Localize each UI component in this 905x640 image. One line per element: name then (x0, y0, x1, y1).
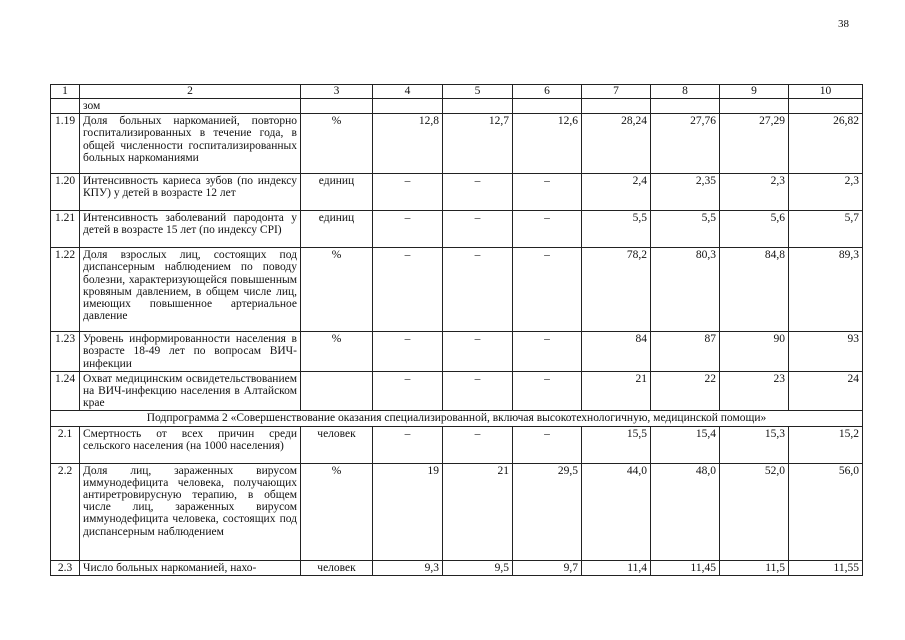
indicator-name: Охват медицинским освидетельствованием на ВИЧ-инфекцию населения в Алтайском крае (80, 371, 301, 411)
value-cell: 11,45 (651, 560, 720, 575)
value-cell: – (443, 426, 513, 463)
unit-cell: единиц (301, 174, 373, 211)
unit-cell (301, 371, 373, 411)
value-cell: – (443, 174, 513, 211)
unit-cell: % (301, 463, 373, 560)
value-cell: – (443, 211, 513, 248)
value-cell: – (513, 426, 582, 463)
unit-cell: человек (301, 560, 373, 575)
value-cell: 44,0 (582, 463, 651, 560)
table-row (51, 211, 863, 248)
header-cell: 3 (301, 85, 373, 99)
indicator-name: Доля взрослых лиц, состоящих под диспансерным наблюдением по поводу болезни, характеризующейся повышенным кровяным давлением, в общем числе лиц, имеющих повышенное артериальное давление (80, 248, 301, 332)
indicator-name: Смертность от всех причин среди сельского населения (на 1000 населения) (80, 426, 301, 463)
header-cell: 2 (80, 85, 301, 99)
header-row (51, 85, 863, 99)
value-cell: – (513, 211, 582, 248)
table-row (51, 114, 863, 174)
indicator-name: Доля лиц, зараженных вирусом иммунодефицита человека, получающих антиретровирусную терапию, в общем числе лиц, зараженных вирусом иммунодефицита человека, состоящих под диспансерным наблюдением (80, 463, 301, 560)
value-cell: – (373, 426, 443, 463)
header-cell: 6 (513, 85, 582, 99)
value-cell: 21 (443, 463, 513, 560)
value-cell: 11,4 (582, 560, 651, 575)
subprogram-row (51, 411, 863, 426)
value-cell: 27,29 (720, 114, 789, 174)
row-number: 1.23 (51, 332, 80, 372)
value-cell: 80,3 (651, 248, 720, 332)
value-cell: 9,5 (443, 560, 513, 575)
value-cell: 90 (720, 332, 789, 372)
value-cell: 5,5 (651, 211, 720, 248)
row-number: 1.19 (51, 114, 80, 174)
value-cell: 28,24 (582, 114, 651, 174)
unit-cell: % (301, 332, 373, 372)
value-cell: – (373, 211, 443, 248)
value-cell: 9,7 (513, 560, 582, 575)
header-cell: 7 (582, 85, 651, 99)
value-cell: 12,7 (443, 114, 513, 174)
indicator-name: Доля больных наркоманией, повторно госпитализированных в течение года, в общей численности госпитализированных больных наркоманиями (80, 114, 301, 174)
table-row (51, 174, 863, 211)
row-number (51, 99, 80, 114)
value-cell: 29,5 (513, 463, 582, 560)
value-cell: 5,6 (720, 211, 789, 248)
value-cell: 52,0 (720, 463, 789, 560)
value-cell: 12,6 (513, 114, 582, 174)
value-cell: 9,3 (373, 560, 443, 575)
value-cell: 5,5 (582, 211, 651, 248)
header-cell: 1 (51, 85, 80, 99)
value-cell: 15,3 (720, 426, 789, 463)
value-cell: 15,4 (651, 426, 720, 463)
value-cell: – (513, 332, 582, 372)
value-cell: – (513, 174, 582, 211)
row-number: 1.24 (51, 371, 80, 411)
table-row (51, 426, 863, 463)
row-number: 2.1 (51, 426, 80, 463)
value-cell: – (373, 248, 443, 332)
value-cell: – (513, 371, 582, 411)
indicators-table (50, 84, 863, 576)
value-cell: – (443, 371, 513, 411)
value-cell: 87 (651, 332, 720, 372)
unit-cell: % (301, 114, 373, 174)
value-cell: 89,3 (789, 248, 863, 332)
row-number: 1.21 (51, 211, 80, 248)
indicator-name: Число больных наркоманией, нахо- (80, 560, 301, 575)
value-cell: 84 (582, 332, 651, 372)
table-row (51, 332, 863, 372)
value-cell: 12,8 (373, 114, 443, 174)
indicator-name: зом (80, 99, 301, 114)
header-cell: 8 (651, 85, 720, 99)
header-cell: 10 (789, 85, 863, 99)
value-cell: 27,76 (651, 114, 720, 174)
value-cell: 78,2 (582, 248, 651, 332)
value-cell: – (373, 371, 443, 411)
value-cell: 15,5 (582, 426, 651, 463)
value-cell: – (373, 332, 443, 372)
row-number: 2.3 (51, 560, 80, 575)
table-row (51, 248, 863, 332)
row-number: 1.20 (51, 174, 80, 211)
value-cell: 21 (582, 371, 651, 411)
value-cell: 26,82 (789, 114, 863, 174)
value-cell: 2,3 (720, 174, 789, 211)
value-cell: 11,55 (789, 560, 863, 575)
value-cell: 93 (789, 332, 863, 372)
value-cell: 5,7 (789, 211, 863, 248)
value-cell: – (373, 174, 443, 211)
table-row (51, 371, 863, 411)
value-cell: – (513, 248, 582, 332)
unit-cell: единиц (301, 211, 373, 248)
continuation-row (51, 99, 863, 114)
row-number: 1.22 (51, 248, 80, 332)
header-cell: 4 (373, 85, 443, 99)
value-cell: 24 (789, 371, 863, 411)
value-cell: 48,0 (651, 463, 720, 560)
value-cell: 23 (720, 371, 789, 411)
value-cell: 56,0 (789, 463, 863, 560)
value-cell: 2,3 (789, 174, 863, 211)
subprogram-title: Подпрограмма 2 «Совершенствование оказания специализированной, включая высокотехнологичную, медицинской помощи» (51, 411, 863, 426)
header-cell: 5 (443, 85, 513, 99)
value-cell: – (443, 332, 513, 372)
value-cell: 2,35 (651, 174, 720, 211)
indicator-name: Интенсивность кариеса зубов (по индексу КПУ) у детей в возрасте 12 лет (80, 174, 301, 211)
unit-cell: % (301, 248, 373, 332)
value-cell: 22 (651, 371, 720, 411)
header-cell: 9 (720, 85, 789, 99)
value-cell: – (443, 248, 513, 332)
row-number: 2.2 (51, 463, 80, 560)
indicator-name: Уровень информированности населения в возрасте 18-49 лет по вопросам ВИЧ-инфекции (80, 332, 301, 372)
value-cell: 2,4 (582, 174, 651, 211)
page-number: 38 (838, 18, 849, 30)
value-cell: 15,2 (789, 426, 863, 463)
table-row (51, 560, 863, 575)
table-row (51, 463, 863, 560)
value-cell: 19 (373, 463, 443, 560)
value-cell: 84,8 (720, 248, 789, 332)
unit-cell: человек (301, 426, 373, 463)
indicator-name: Интенсивность заболеваний пародонта у детей в возрасте 15 лет (по индексу CPI) (80, 211, 301, 248)
value-cell: 11,5 (720, 560, 789, 575)
